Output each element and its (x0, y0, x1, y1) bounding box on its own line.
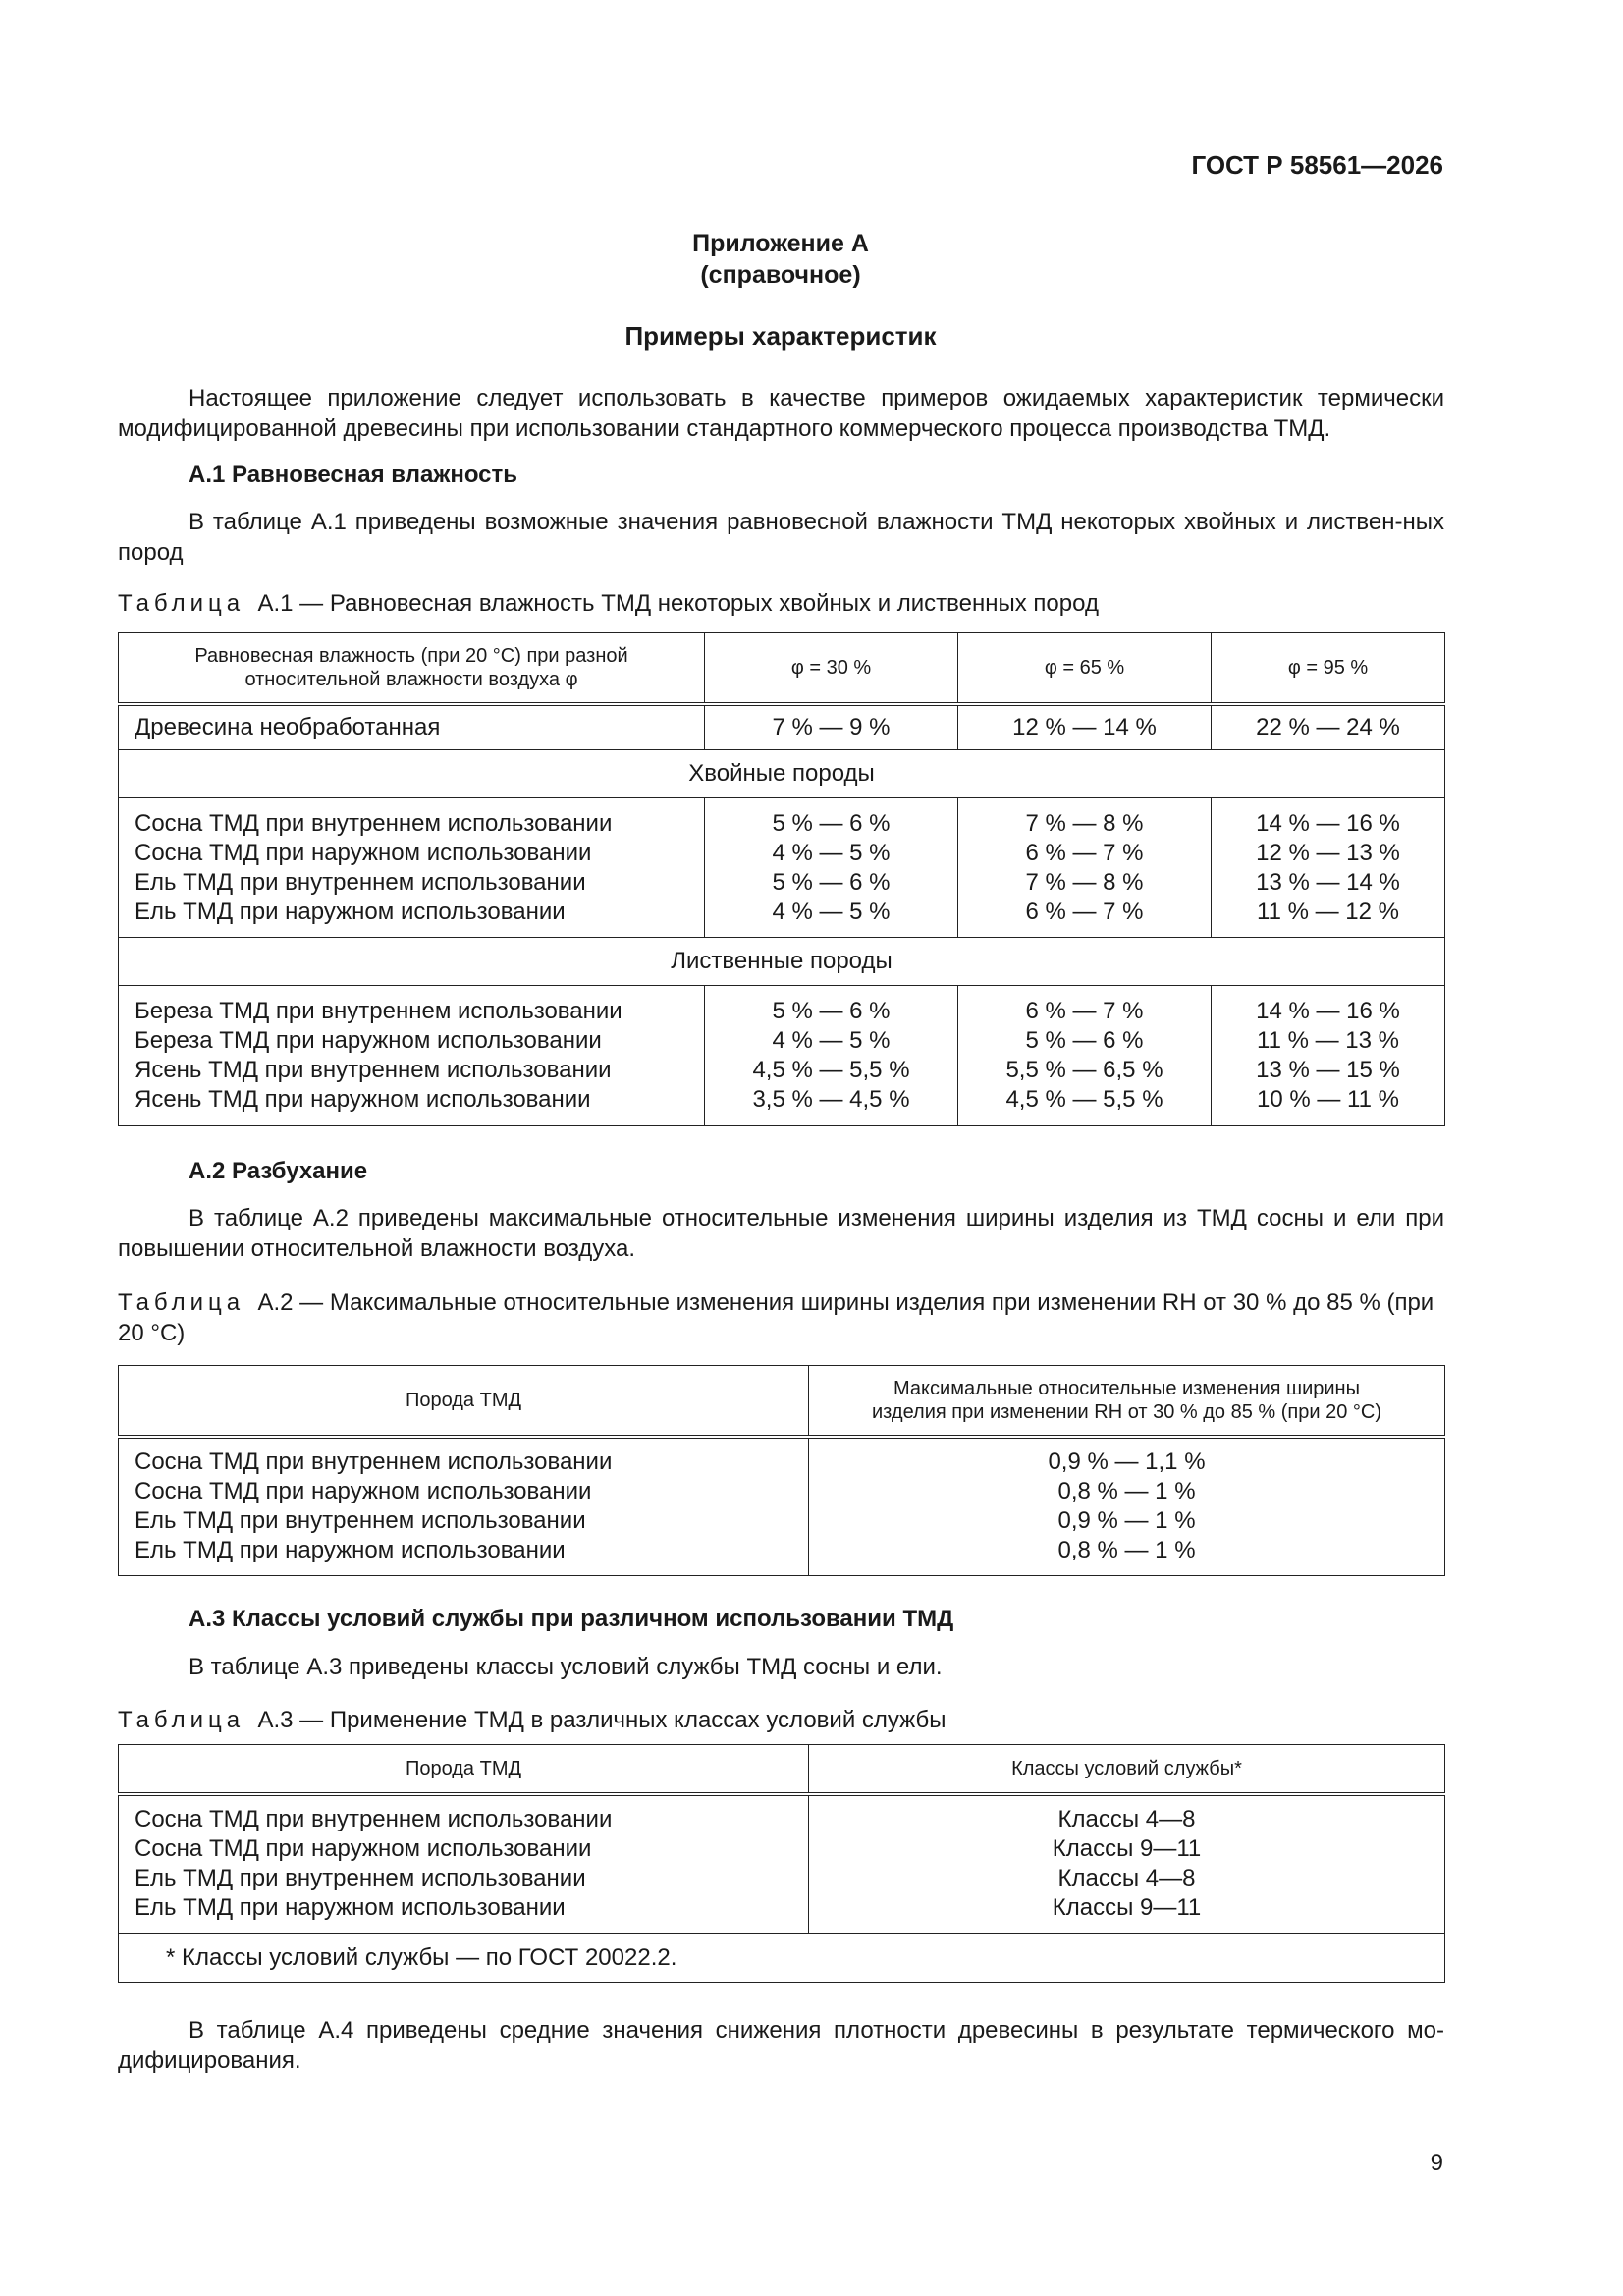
table-a1-caption: Таблица А.1 — Равновесная влажность ТМД некоторых хвойных и лиственных пород (118, 590, 1099, 617)
table-a3 (118, 1744, 1445, 1983)
table-cell: 7 % — 8 % 6 % — 7 % 7 % — 8 % 6 % — 7 % (958, 798, 1212, 938)
table-cell: Сосна ТМД при внутреннем использовании Сосна ТМД при наружном использовании Ель ТМД при внутреннем использовании Ель ТМД при наружном использовании (119, 1437, 809, 1576)
section-a3-text: В таблице А.3 приведены классы условий службы ТМД сосны и ели. (189, 1654, 943, 1680)
table-cell: Береза ТМД при внутреннем использовании Береза ТМД при наружном использовании Ясень ТМД при внутреннем использовании Ясень ТМД при наружном использовании (119, 986, 705, 1126)
table-footnote-row (119, 1934, 1445, 1983)
table-row (119, 1437, 1445, 1576)
table-row (119, 798, 1445, 938)
table-a1 (118, 632, 1445, 1126)
section-a1-text: В таблице А.1 приведены возможные значения равновесной влажности ТМД некоторых хвойных и листвен-ных пород (118, 509, 1444, 566)
table-cell: 5 % — 6 % 4 % — 5 % 4,5 % — 5,5 % 3,5 % — 4,5 % (705, 986, 958, 1126)
table-group-row (119, 938, 1445, 986)
table-cell: 22 % — 24 % (1212, 704, 1445, 750)
page-number: 9 (1430, 2150, 1443, 2176)
header-cell: Порода ТМД (119, 1366, 809, 1437)
document-id: ГОСТ Р 58561—2026 (1191, 150, 1443, 180)
annex-title (118, 228, 1443, 291)
table-row (119, 986, 1445, 1126)
table-a2-caption: Таблица А.2 — Максимальные относительные изменения ширины изделия при изменении RH от 30 % до 85 % (при 20 °С) (118, 1289, 1434, 1346)
section-a2-heading: А.2 Разбухание (189, 1158, 368, 1184)
section-a4-intro: В таблице А.4 приведены средние значения снижения плотности древесины в результате термического мо-дифицирования. (118, 2017, 1444, 2074)
header-cell: Равновесная влажность (при 20 °С) при разной относительной влажности воздуха φ (119, 633, 705, 704)
section-a3-heading: А.3 Классы условий службы при различном использовании ТМД (189, 1606, 954, 1632)
table-a3-caption: Таблица А.3 — Применение ТМД в различных классах условий службы (118, 1707, 947, 1733)
table-cell: Сосна ТМД при внутреннем использовании Сосна ТМД при наружном использовании Ель ТМД при внутреннем использовании Ель ТМД при наружном использовании (119, 1794, 809, 1934)
annex-type: (справочное) (700, 261, 861, 289)
table-row (119, 704, 1445, 750)
table-group-row (119, 750, 1445, 798)
section-a2-text: В таблице А.2 приведены максимальные относительные изменения ширины изделия из ТМД сосны и ели при повышении относительной влажности воздуха. (118, 1205, 1444, 1262)
annex-heading: Примеры характеристик (624, 321, 937, 351)
table-footnote: * Классы условий службы — по ГОСТ 20022.2. (119, 1934, 1445, 1983)
section-a1-heading: А.1 Равновесная влажность (189, 462, 518, 488)
table-cell: 7 % — 9 % (705, 704, 958, 750)
header-cell: Максимальные относительные изменения ширины изделия при изменении RH от 30 % до 85 % (при 20 °С) (809, 1366, 1445, 1437)
table-header-row (119, 1366, 1445, 1437)
intro-paragraph: Настоящее приложение следует использовать в качестве примеров ожидаемых характеристик термически модифицированной древесины при использовании стандартного коммерческого процесса производства ТМД. (118, 385, 1444, 442)
table-cell: Классы 4—8 Классы 9—11 Классы 4—8 Классы 9—11 (809, 1794, 1445, 1934)
table-cell: 14 % — 16 % 11 % — 13 % 13 % — 15 % 10 % — 11 % (1212, 986, 1445, 1126)
header-cell: φ = 65 % (958, 633, 1212, 704)
table-cell: Сосна ТМД при внутреннем использовании Сосна ТМД при наружном использовании Ель ТМД при внутреннем использовании Ель ТМД при наружном использовании (119, 798, 705, 938)
table-header-row (119, 633, 1445, 704)
table-cell: 12 % — 14 % (958, 704, 1212, 750)
table-a2 (118, 1365, 1445, 1576)
table-cell: 14 % — 16 % 12 % — 13 % 13 % — 14 % 11 % — 12 % (1212, 798, 1445, 938)
header-cell: φ = 95 % (1212, 633, 1445, 704)
group-label: Лиственные породы (119, 938, 1445, 986)
annex-label: Приложение А (692, 230, 869, 257)
table-cell: Древесина необработанная (119, 704, 705, 750)
header-cell: Классы условий службы* (809, 1745, 1445, 1794)
table-row (119, 1794, 1445, 1934)
table-cell: 6 % — 7 % 5 % — 6 % 5,5 % — 6,5 % 4,5 % — 5,5 % (958, 986, 1212, 1126)
group-label: Хвойные породы (119, 750, 1445, 798)
table-header-row (119, 1745, 1445, 1794)
header-cell: Порода ТМД (119, 1745, 809, 1794)
table-cell: 0,9 % — 1,1 % 0,8 % — 1 % 0,9 % — 1 % 0,8 % — 1 % (809, 1437, 1445, 1576)
header-cell: φ = 30 % (705, 633, 958, 704)
table-cell: 5 % — 6 % 4 % — 5 % 5 % — 6 % 4 % — 5 % (705, 798, 958, 938)
